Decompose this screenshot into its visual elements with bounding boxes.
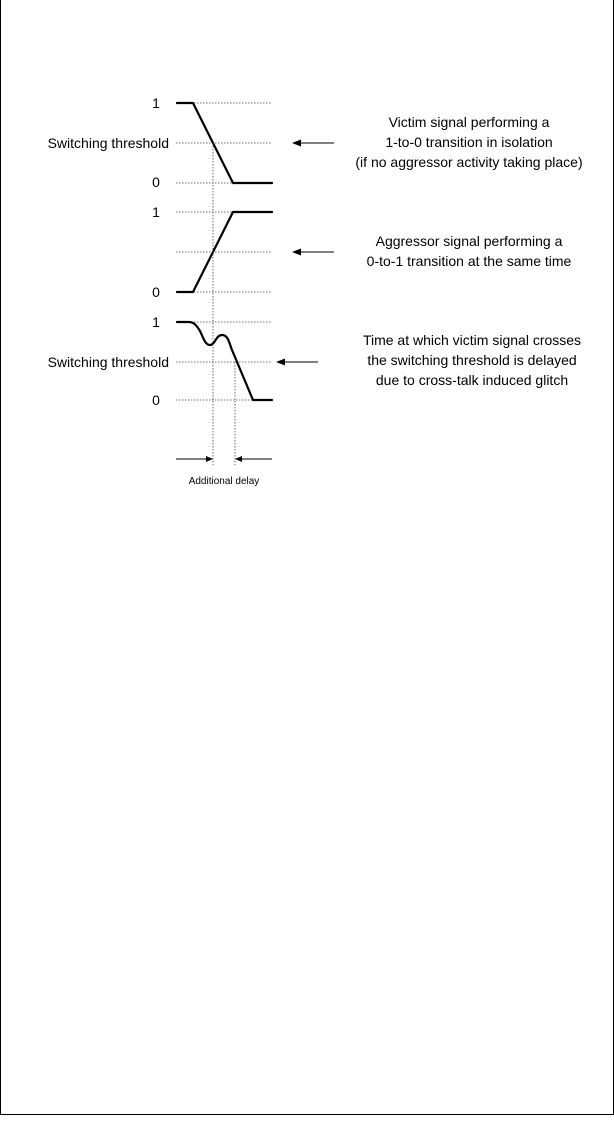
delayed-level-high-label: 1 [152, 314, 160, 330]
delayed-description-line-2: the switching threshold is delayed [367, 352, 577, 368]
aggressor-description-line-1: Aggressor signal performing a [375, 233, 563, 249]
victim-level-high-label: 1 [152, 95, 160, 111]
aggressor-level-low-label: 0 [152, 284, 160, 300]
victim-threshold-label: Switching threshold [47, 135, 169, 151]
victim-level-low-label: 0 [152, 174, 160, 190]
additional-delay-label: Additional delay [188, 476, 260, 487]
victim-description-line-3: (if no aggressor activity taking place) [355, 154, 583, 170]
delayed-threshold-label: Switching threshold [47, 354, 169, 370]
aggressor-description-line-2: 0-to-1 transition at the same time [366, 253, 572, 269]
delayed-description-line-1: Time at which victim signal crosses [362, 332, 582, 348]
delayed-description-line-3: due to cross-talk induced glitch [375, 372, 569, 388]
victim-description-line-1: Victim signal performing a [388, 114, 550, 130]
delayed-level-low-label: 0 [152, 392, 160, 408]
victim-description-line-2: 1-to-0 transition in isolation [385, 134, 553, 150]
aggressor-level-high-label: 1 [152, 204, 160, 220]
